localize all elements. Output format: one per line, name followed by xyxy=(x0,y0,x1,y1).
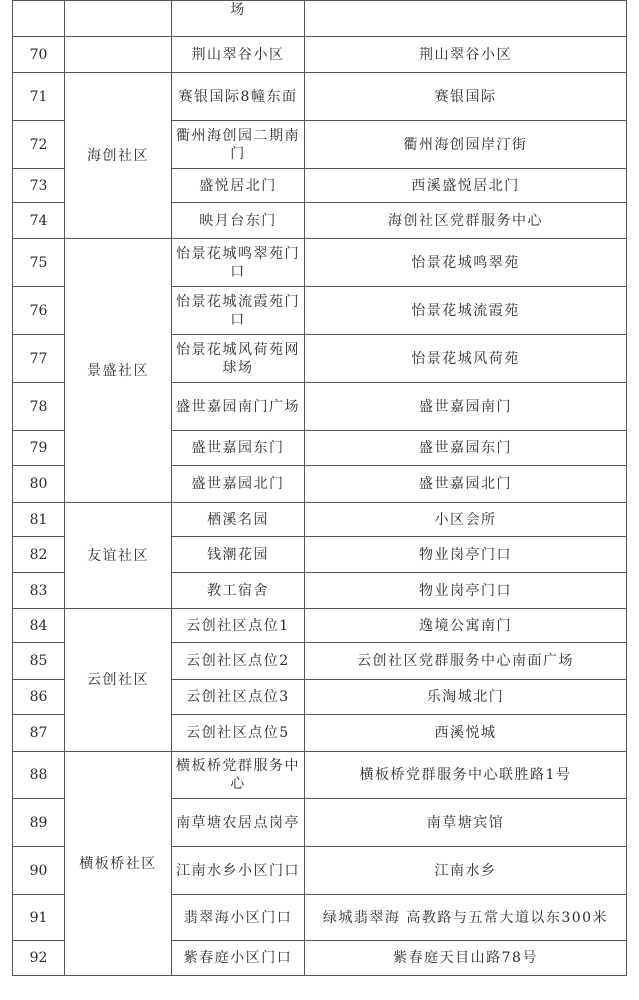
address-cell: 荆山翠谷小区 xyxy=(305,37,627,73)
location-cell: 场 xyxy=(172,1,305,37)
location-cell: 云创社区点位3 xyxy=(172,680,305,715)
site-table xyxy=(12,0,627,976)
row-number: 92 xyxy=(13,941,65,976)
community-cell: 云创社区 xyxy=(65,609,172,752)
location-cell: 江南水乡小区门口 xyxy=(172,847,305,895)
row-number: 87 xyxy=(13,715,65,752)
address-cell: 西溪盛悦居北门 xyxy=(305,169,627,203)
row-number: 76 xyxy=(13,287,65,335)
address-cell: 西溪悦城 xyxy=(305,715,627,752)
address-cell: 海创社区党群服务中心 xyxy=(305,203,627,239)
location-cell: 盛世嘉园南门广场 xyxy=(172,383,305,431)
row-number: 73 xyxy=(13,169,65,203)
location-cell: 衢州海创园二期南门 xyxy=(172,121,305,169)
address-cell: 紫春庭天目山路78号 xyxy=(305,941,627,976)
row-number: 80 xyxy=(13,466,65,503)
table-row xyxy=(13,752,627,799)
table-row xyxy=(13,73,627,121)
address-cell: 物业岗亭门口 xyxy=(305,537,627,573)
address-cell: 物业岗亭门口 xyxy=(305,573,627,609)
row-number: 82 xyxy=(13,537,65,573)
address-cell: 怡景花城风荷苑 xyxy=(305,335,627,383)
address-cell: 盛世嘉园北门 xyxy=(305,466,627,503)
community-cell xyxy=(65,1,172,37)
row-number: 79 xyxy=(13,431,65,466)
row-number: 77 xyxy=(13,335,65,383)
location-cell: 云创社区点位5 xyxy=(172,715,305,752)
address-cell: 赛银国际 xyxy=(305,73,627,121)
location-cell: 盛悦居北门 xyxy=(172,169,305,203)
row-number: 70 xyxy=(13,37,65,73)
address-cell: 乐淘城北门 xyxy=(305,680,627,715)
location-cell: 南草塘农居点岗亭 xyxy=(172,799,305,847)
location-cell: 盛世嘉园北门 xyxy=(172,466,305,503)
row-number: 72 xyxy=(13,121,65,169)
table-row xyxy=(13,37,627,73)
address-cell: 怡景花城鸣翠苑 xyxy=(305,239,627,287)
community-cell: 海创社区 xyxy=(65,73,172,239)
row-number: 91 xyxy=(13,895,65,941)
location-cell: 紫春庭小区门口 xyxy=(172,941,305,976)
row-number xyxy=(13,1,65,37)
row-number: 75 xyxy=(13,239,65,287)
row-number: 78 xyxy=(13,383,65,431)
location-cell: 赛银国际8幢东面 xyxy=(172,73,305,121)
community-cell xyxy=(65,37,172,73)
row-number: 81 xyxy=(13,503,65,537)
location-cell: 教工宿舍 xyxy=(172,573,305,609)
address-cell: 衢州海创园岸汀街 xyxy=(305,121,627,169)
table-row xyxy=(13,239,627,287)
row-number: 86 xyxy=(13,680,65,715)
row-number: 74 xyxy=(13,203,65,239)
location-cell: 栖溪名园 xyxy=(172,503,305,537)
row-number: 88 xyxy=(13,752,65,799)
address-cell: 盛世嘉园东门 xyxy=(305,431,627,466)
location-cell: 映月台东门 xyxy=(172,203,305,239)
address-cell: 绿城翡翠海 高教路与五常大道以东300米 xyxy=(305,895,627,941)
row-number: 84 xyxy=(13,609,65,643)
address-cell: 江南水乡 xyxy=(305,847,627,895)
location-cell: 荆山翠谷小区 xyxy=(172,37,305,73)
row-number: 83 xyxy=(13,573,65,609)
community-cell: 友谊社区 xyxy=(65,503,172,609)
location-cell: 怡景花城风荷苑网球场 xyxy=(172,335,305,383)
community-cell: 横板桥社区 xyxy=(65,752,172,976)
table-row xyxy=(13,1,627,37)
location-cell: 钱潮花园 xyxy=(172,537,305,573)
location-cell: 云创社区点位2 xyxy=(172,643,305,680)
location-cell: 横板桥党群服务中心 xyxy=(172,752,305,799)
address-cell xyxy=(305,1,627,37)
location-cell: 云创社区点位1 xyxy=(172,609,305,643)
table-row xyxy=(13,503,627,537)
row-number: 85 xyxy=(13,643,65,680)
community-cell: 景盛社区 xyxy=(65,239,172,503)
location-cell: 怡景花城鸣翠苑门口 xyxy=(172,239,305,287)
row-number: 89 xyxy=(13,799,65,847)
address-cell: 怡景花城流霞苑 xyxy=(305,287,627,335)
address-cell: 逸境公寓南门 xyxy=(305,609,627,643)
address-cell: 小区会所 xyxy=(305,503,627,537)
address-cell: 盛世嘉园南门 xyxy=(305,383,627,431)
address-cell: 云创社区党群服务中心南面广场 xyxy=(305,643,627,680)
address-cell: 南草塘宾馆 xyxy=(305,799,627,847)
location-cell: 翡翠海小区门口 xyxy=(172,895,305,941)
row-number: 71 xyxy=(13,73,65,121)
location-cell: 盛世嘉园东门 xyxy=(172,431,305,466)
address-cell: 横板桥党群服务中心联胜路1号 xyxy=(305,752,627,799)
row-number: 90 xyxy=(13,847,65,895)
table-row xyxy=(13,609,627,643)
location-cell: 怡景花城流霞苑门口 xyxy=(172,287,305,335)
